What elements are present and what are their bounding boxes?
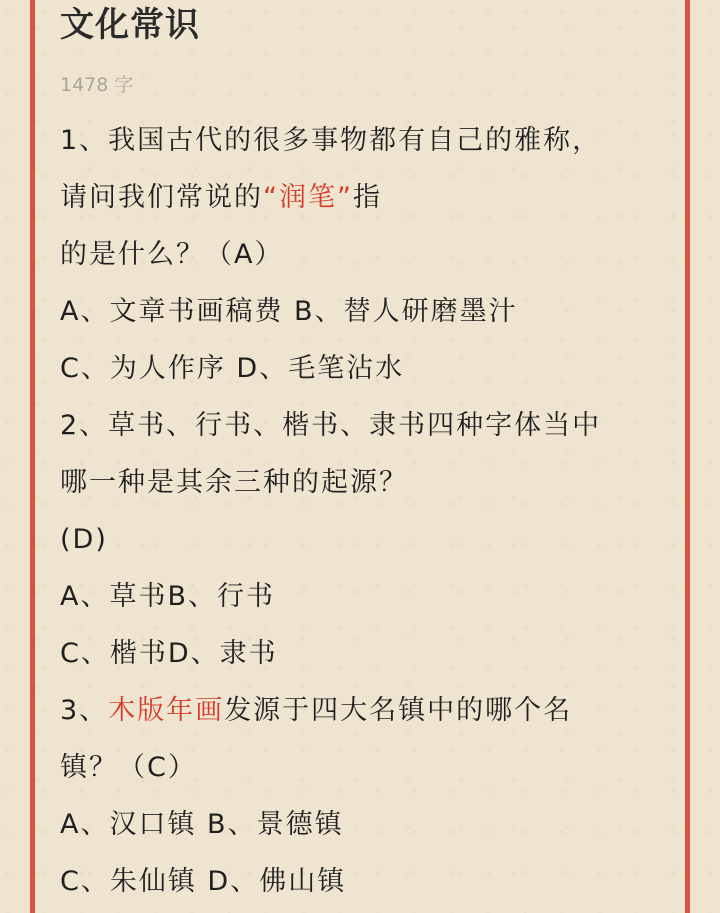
- article-title: 文化常识: [60, 5, 200, 45]
- question-2-options-ab: A、草书B、行书: [60, 581, 275, 612]
- article-content: [60, 0, 680, 910]
- question-3-line-1: [60, 682, 680, 739]
- question-3-text: 发源于四大名镇中的哪个名: [224, 695, 573, 726]
- question-1-line-3: 的是什么？（A）: [60, 239, 284, 270]
- article-body: [60, 112, 680, 910]
- question-3-options-cd: C、朱仙镇 D、佛山镇: [60, 866, 347, 897]
- question-3-line-2: 镇？（C）: [60, 752, 197, 783]
- question-1-text-tail: 指: [352, 182, 382, 213]
- question-2-answer: (D): [60, 524, 108, 555]
- highlight-woodblock-print: 木版年画: [108, 695, 225, 726]
- question-2-options-cd: C、楷书D、隶书: [60, 638, 278, 669]
- word-count: 1478 字: [60, 74, 134, 96]
- question-1-line-2: [60, 169, 680, 226]
- question-1-text: 请问我们常说的: [60, 182, 263, 213]
- question-1-options-ab: A、文章书画稿费 B、替人研磨墨汁: [60, 296, 518, 327]
- right-border-rule: [685, 0, 690, 913]
- question-3-number: 3、: [60, 695, 109, 726]
- left-border-rule: [30, 0, 35, 913]
- highlight-runbi: “润笔”: [263, 182, 353, 213]
- question-2-line-1: 2、草书、行书、楷书、隶书四种字体当中: [60, 410, 602, 441]
- question-1-line-1: 1、我国古代的很多事物都有自己的雅称，: [60, 125, 602, 156]
- question-1-options-cd: C、为人作序 D、毛笔沾水: [60, 353, 405, 384]
- question-3-options-ab: A、汉口镇 B、景德镇: [60, 809, 344, 840]
- question-2-line-2: 哪一种是其余三种的起源？: [60, 467, 408, 498]
